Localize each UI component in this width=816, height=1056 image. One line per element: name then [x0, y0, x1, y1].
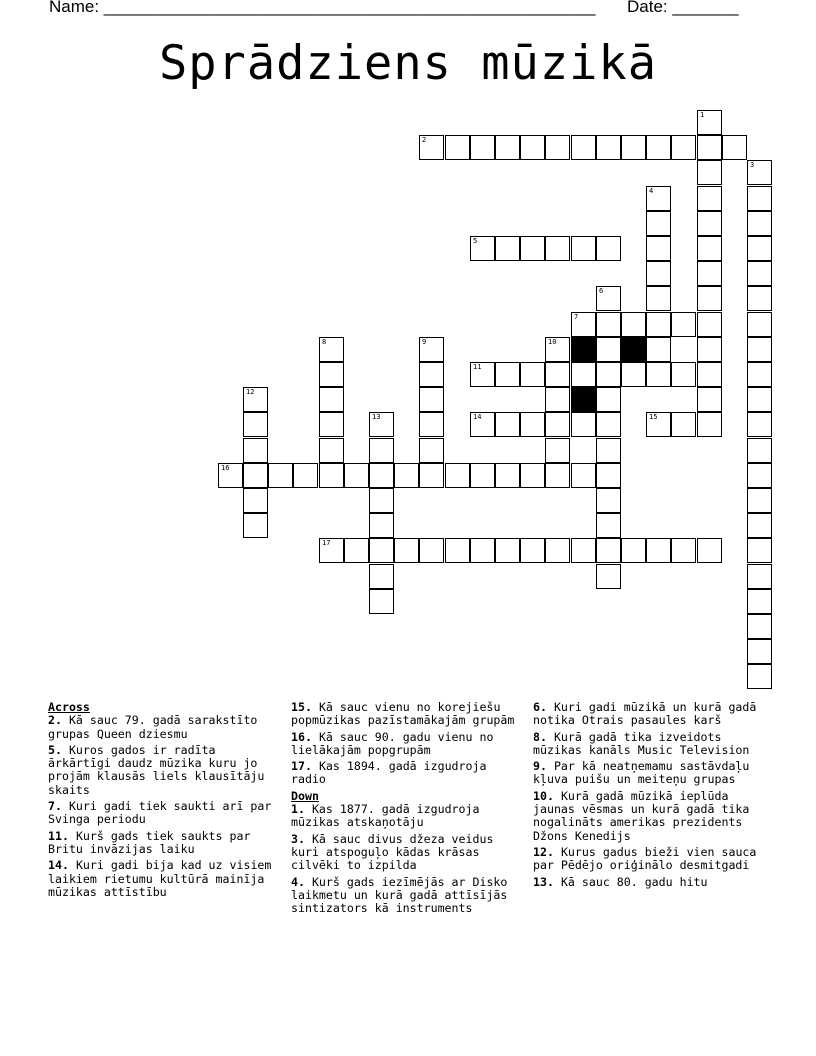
crossword-cell[interactable] — [747, 186, 772, 211]
crossword-cell[interactable] — [697, 110, 722, 135]
crossword-cell[interactable] — [495, 135, 520, 160]
clue-number: 2. — [48, 713, 62, 728]
crossword-cell[interactable] — [495, 412, 520, 437]
cell-number: 9 — [422, 338, 427, 346]
clue-text: Kuri gadi mūzikā un kurā gadā notika Otrais pasaules karš — [533, 700, 757, 728]
clue-item — [291, 833, 523, 873]
crossword-cell[interactable] — [545, 412, 570, 437]
clue-number: 9. — [533, 759, 547, 774]
crossword-cell[interactable] — [671, 538, 696, 563]
crossword-cell[interactable] — [445, 135, 470, 160]
cell-number: 15 — [649, 413, 658, 421]
across-clue-list — [48, 714, 280, 899]
down-clue-list-continued — [533, 701, 765, 889]
crossword-cell[interactable] — [697, 211, 722, 236]
cell-number: 14 — [473, 413, 482, 421]
crossword-cell[interactable] — [571, 538, 596, 563]
crossword-cell[interactable] — [571, 135, 596, 160]
crossword-cell[interactable] — [646, 261, 671, 286]
crossword-cell[interactable] — [520, 412, 545, 437]
clue-item — [533, 876, 765, 889]
crossword-cell[interactable] — [319, 337, 344, 362]
crossword-cell[interactable] — [747, 362, 772, 387]
clue-item — [533, 760, 765, 787]
crossword-cell[interactable] — [419, 438, 444, 463]
page-title: Sprādziens mūzikā — [158, 36, 658, 91]
crossword-cell[interactable] — [268, 463, 293, 488]
clue-text: Kurš gads tiek saukts par Britu invāzijas laiku — [48, 828, 251, 856]
cell-number: 6 — [599, 287, 604, 295]
crossword-cell[interactable] — [747, 589, 772, 614]
crossword-cell[interactable] — [545, 538, 570, 563]
crossword-cell[interactable] — [419, 362, 444, 387]
crossword-cell[interactable] — [243, 412, 268, 437]
crossword-cell[interactable] — [621, 538, 646, 563]
crossword-cell[interactable] — [520, 362, 545, 387]
clue-text: Kā sauc 90. gadu vienu no lielākajām popgrupām — [291, 729, 494, 757]
crossword-cell[interactable] — [697, 362, 722, 387]
crossword-cell[interactable] — [419, 538, 444, 563]
crossword-cell[interactable] — [495, 362, 520, 387]
crossword-cell[interactable] — [697, 261, 722, 286]
crossword-cell[interactable] — [697, 236, 722, 261]
cell-number: 4 — [649, 187, 654, 195]
crossword-cell[interactable] — [671, 412, 696, 437]
name-field-label: Name: ____________________________________________________ — [49, 0, 596, 16]
crossword-cell[interactable] — [545, 438, 570, 463]
crossword-cell[interactable] — [722, 135, 747, 160]
clue-text: Kā sauc vienu no korejiešu popmūzikas pazīstamākajām grupām — [291, 700, 515, 728]
clue-column-1 — [48, 701, 280, 902]
crossword-cell[interactable] — [747, 513, 772, 538]
crossword-cell[interactable] — [344, 538, 369, 563]
crossword-cell[interactable] — [596, 438, 621, 463]
clue-text: Kuros gados ir radīta ārkārtīgi daudz mūzika kuru jo projām klausās liels klausītāju skaits — [48, 742, 265, 797]
crossword-cell[interactable] — [369, 488, 394, 513]
crossword-cell[interactable] — [520, 135, 545, 160]
crossword-cell[interactable] — [293, 463, 318, 488]
crossword-cell[interactable] — [470, 412, 495, 437]
crossword-cell[interactable] — [596, 513, 621, 538]
crossword-cell[interactable] — [243, 513, 268, 538]
crossword-cell[interactable] — [571, 236, 596, 261]
crossword-cell[interactable] — [394, 538, 419, 563]
crossword-cell[interactable] — [319, 412, 344, 437]
clue-number: 15. — [291, 700, 312, 714]
clue-number: 6. — [533, 700, 547, 714]
crossword-cell[interactable] — [697, 135, 722, 160]
crossword-cell[interactable] — [621, 312, 646, 337]
crossword-cell[interactable] — [646, 236, 671, 261]
crossword-cell[interactable] — [646, 412, 671, 437]
clue-item — [291, 701, 523, 728]
crossword-cell[interactable] — [218, 463, 243, 488]
cell-number: 5 — [473, 237, 478, 245]
crossword-cell[interactable] — [470, 538, 495, 563]
crossword-cell[interactable] — [470, 236, 495, 261]
cell-number: 1 — [700, 111, 705, 119]
clue-number: 8. — [533, 729, 547, 744]
crossword-cell[interactable] — [495, 463, 520, 488]
down-clue-list — [291, 803, 523, 915]
crossword-cell[interactable] — [243, 488, 268, 513]
crossword-cell[interactable] — [369, 412, 394, 437]
cell-number: 2 — [422, 136, 427, 144]
crossword-cell[interactable] — [369, 564, 394, 589]
clue-number: 13. — [533, 874, 554, 889]
clue-text: Kuri gadi tiek saukti arī par Svinga periodu — [48, 799, 272, 827]
clue-item — [48, 800, 280, 827]
crossword-cell[interactable] — [344, 463, 369, 488]
crossword-cell[interactable] — [243, 463, 268, 488]
crossword-cell[interactable] — [596, 387, 621, 412]
crossword-cell[interactable] — [571, 362, 596, 387]
clue-text: Kurā gadā tika izveidots mūzikas kanāls Music Television — [533, 729, 750, 757]
clue-number: 7. — [48, 799, 62, 814]
cell-number: 12 — [246, 388, 255, 396]
crossword-cell[interactable] — [697, 538, 722, 563]
crossword-cell[interactable] — [646, 362, 671, 387]
crossword-cell[interactable] — [319, 438, 344, 463]
date-field-label: Date: _______ — [627, 0, 739, 16]
crossword-cell[interactable] — [319, 387, 344, 412]
clue-text: Par kā neatņemamu sastāvdaļu kļuva puišu un meiteņu grupas — [533, 759, 750, 787]
crossword-cell[interactable] — [470, 362, 495, 387]
crossword-cell[interactable] — [545, 236, 570, 261]
crossword-cell[interactable] — [571, 312, 596, 337]
crossword-cell[interactable] — [545, 463, 570, 488]
clue-text: Kurus gadus bieži vien sauca par Pēdējo oriģinālo desmitgadi — [533, 844, 757, 873]
crossword-cell[interactable] — [747, 614, 772, 639]
clue-item — [48, 830, 280, 857]
crossword-cell[interactable] — [697, 412, 722, 437]
clue-item — [533, 731, 765, 758]
cell-number: 13 — [372, 413, 381, 421]
crossword-cell[interactable] — [369, 463, 394, 488]
crossword-cell[interactable] — [697, 286, 722, 311]
crossword-cell[interactable] — [596, 135, 621, 160]
crossword-cell[interactable] — [697, 186, 722, 211]
crossword-cell[interactable] — [747, 236, 772, 261]
crossword-cell[interactable] — [697, 387, 722, 412]
crossword-cell[interactable] — [621, 135, 646, 160]
crossword-cell[interactable] — [747, 564, 772, 589]
clue-item — [48, 859, 280, 899]
cell-number: 11 — [473, 363, 482, 371]
crossword-cell[interactable] — [747, 488, 772, 513]
clue-number: 1. — [291, 802, 305, 817]
crossword-cell[interactable] — [319, 463, 344, 488]
crossword-cell[interactable] — [520, 463, 545, 488]
cell-number: 17 — [322, 539, 331, 547]
crossword-cell[interactable] — [747, 261, 772, 286]
crossword-cell[interactable] — [419, 412, 444, 437]
clue-item — [48, 714, 280, 741]
cell-number: 7 — [574, 313, 579, 321]
crossword-cell[interactable] — [419, 387, 444, 412]
crossword-cell[interactable] — [697, 312, 722, 337]
crossword-cell[interactable] — [596, 362, 621, 387]
crossword-block — [571, 337, 596, 362]
clue-item — [48, 744, 280, 797]
crossword-cell[interactable] — [671, 135, 696, 160]
crossword-cell[interactable] — [646, 538, 671, 563]
clue-number: 17. — [291, 759, 312, 774]
crossword-cell[interactable] — [571, 412, 596, 437]
crossword-cell[interactable] — [445, 538, 470, 563]
crossword-cell[interactable] — [747, 639, 772, 664]
crossword-cell[interactable] — [646, 286, 671, 311]
crossword-cell[interactable] — [596, 564, 621, 589]
cell-number: 3 — [750, 161, 755, 169]
clue-text: Kā sauc divus džeza veidus kuri atspoguļo kādas krāsas cilvēki to izpilda — [291, 831, 494, 873]
crossword-cell[interactable] — [419, 337, 444, 362]
crossword-cell[interactable] — [394, 463, 419, 488]
crossword-cell[interactable] — [596, 488, 621, 513]
crossword-cell[interactable] — [646, 337, 671, 362]
crossword-cell[interactable] — [747, 160, 772, 185]
crossword-cell[interactable] — [747, 286, 772, 311]
crossword-cell[interactable] — [369, 538, 394, 563]
across-heading: Across — [48, 700, 90, 714]
clue-text: Kas 1894. gadā izgudroja radio — [291, 759, 487, 787]
across-clue-list-continued — [291, 701, 523, 787]
crossword-cell[interactable] — [470, 135, 495, 160]
clue-item — [291, 803, 523, 830]
crossword-cell[interactable] — [596, 412, 621, 437]
clue-text: Kurā gadā mūzikā ieplūda jaunas vēsmas un kurā gadā tika nogalināts amerikas prezidents Džons Kenedijs — [533, 788, 750, 843]
crossword-cell[interactable] — [571, 463, 596, 488]
crossword-cell[interactable] — [671, 362, 696, 387]
clue-item — [533, 846, 765, 873]
clue-item — [533, 790, 765, 843]
clue-number: 14. — [48, 858, 69, 873]
crossword-cell[interactable] — [369, 589, 394, 614]
crossword-cell[interactable] — [646, 186, 671, 211]
crossword-cell[interactable] — [646, 135, 671, 160]
crossword-cell[interactable] — [520, 538, 545, 563]
crossword-block — [621, 337, 646, 362]
crossword-cell[interactable] — [596, 538, 621, 563]
clue-item — [291, 760, 523, 787]
crossword-cell[interactable] — [495, 538, 520, 563]
crossword-cell[interactable] — [747, 387, 772, 412]
cell-number: 10 — [548, 338, 557, 346]
crossword-cell[interactable] — [596, 312, 621, 337]
crossword-cell[interactable] — [747, 664, 772, 689]
crossword-cell[interactable] — [596, 337, 621, 362]
clue-number: 3. — [291, 831, 305, 846]
clue-item — [533, 701, 765, 728]
clue-number: 16. — [291, 729, 312, 744]
crossword-cell[interactable] — [419, 135, 444, 160]
crossword-cell[interactable] — [520, 236, 545, 261]
cell-number: 16 — [221, 464, 230, 472]
crossword-cell[interactable] — [596, 463, 621, 488]
clue-text: Kā sauc 80. gadu hitu — [560, 874, 708, 889]
crossword-cell[interactable] — [747, 438, 772, 463]
crossword-cell[interactable] — [747, 337, 772, 362]
down-heading: Down — [291, 788, 319, 803]
crossword-cell[interactable] — [419, 463, 444, 488]
crossword-cell[interactable] — [243, 438, 268, 463]
crossword-cell[interactable] — [445, 463, 470, 488]
crossword-cell[interactable] — [596, 286, 621, 311]
crossword-cell[interactable] — [545, 135, 570, 160]
crossword-cell[interactable] — [747, 463, 772, 488]
crossword-cell[interactable] — [747, 211, 772, 236]
cell-number: 8 — [322, 338, 327, 346]
crossword-cell[interactable] — [545, 362, 570, 387]
clue-number: 10. — [533, 788, 554, 803]
crossword-cell[interactable] — [646, 312, 671, 337]
crossword-cell[interactable] — [545, 387, 570, 412]
crossword-cell[interactable] — [621, 362, 646, 387]
clue-text: Kas 1877. gadā izgudroja mūzikas atskaņotāju — [291, 802, 480, 830]
crossword-cell[interactable] — [747, 312, 772, 337]
crossword-cell[interactable] — [545, 337, 570, 362]
crossword-cell[interactable] — [747, 538, 772, 563]
clue-text: Kurš gads iezīmējās ar Disko laikmetu un kurā gadā attīsījās sintizators kā instruments — [291, 874, 508, 916]
clue-number: 11. — [48, 828, 69, 843]
crossword-cell[interactable] — [243, 387, 268, 412]
clue-text: Kā sauc 79. gadā sarakstīto grupas Queen dziesmu — [48, 713, 258, 741]
crossword-cell[interactable] — [495, 236, 520, 261]
clue-column-3 — [533, 701, 765, 892]
crossword-cell[interactable] — [671, 312, 696, 337]
crossword-cell[interactable] — [319, 538, 344, 563]
crossword-cell[interactable] — [747, 412, 772, 437]
clue-text: Kuri gadi bija kad uz visiem laikiem rietumu kultūrā mainīja mūzikas attīstību — [48, 858, 272, 899]
crossword-cell[interactable] — [596, 236, 621, 261]
crossword-cell[interactable] — [369, 438, 394, 463]
clue-number: 5. — [48, 742, 62, 757]
crossword-cell[interactable] — [646, 211, 671, 236]
clue-item — [291, 876, 523, 916]
clue-column-2 — [291, 701, 523, 918]
clue-number: 4. — [291, 874, 305, 889]
crossword-cell[interactable] — [470, 463, 495, 488]
crossword-block — [571, 387, 596, 412]
crossword-cell[interactable] — [697, 337, 722, 362]
crossword-cell[interactable] — [697, 160, 722, 185]
clue-item — [291, 731, 523, 758]
clue-number: 12. — [533, 844, 554, 859]
crossword-cell[interactable] — [319, 362, 344, 387]
crossword-cell[interactable] — [369, 513, 394, 538]
